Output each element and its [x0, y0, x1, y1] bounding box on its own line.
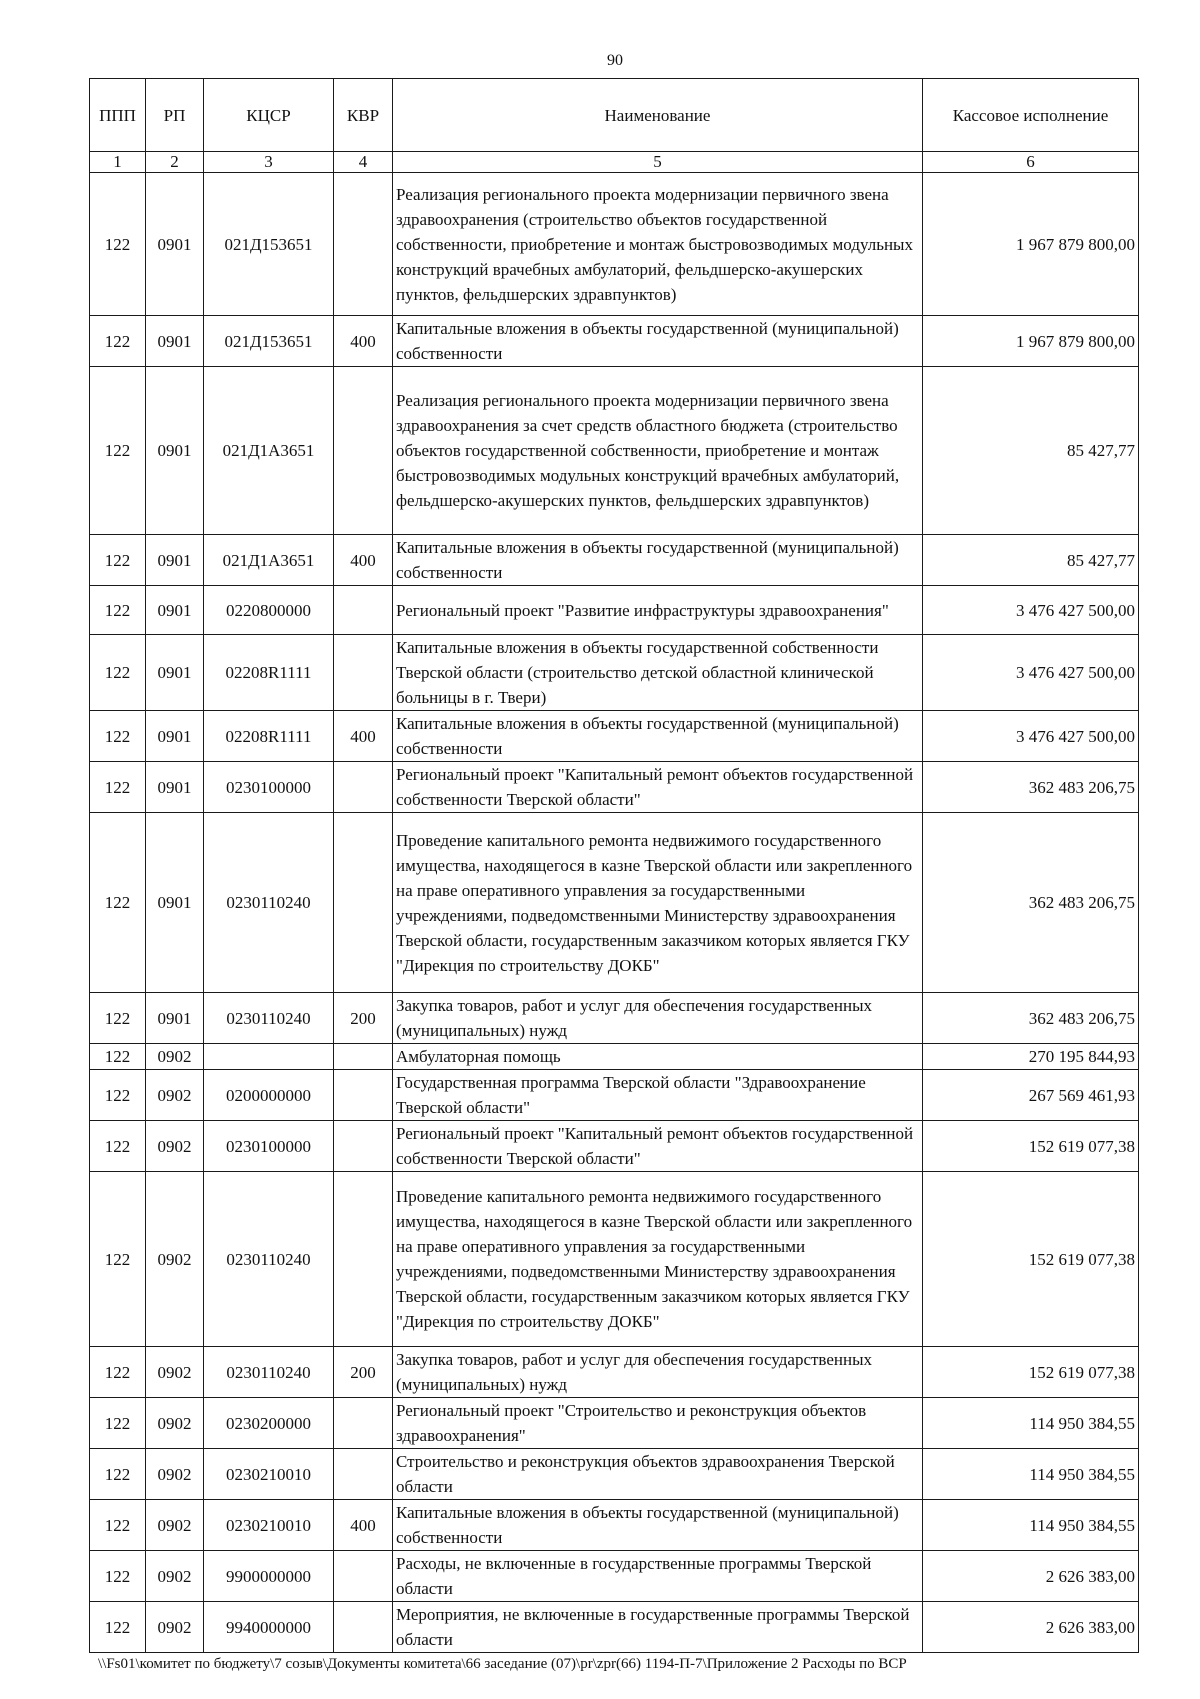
column-number: 6	[923, 152, 1139, 173]
cell-rp: 0901	[146, 173, 204, 316]
table-row	[90, 1044, 1139, 1070]
cell-ppp: 122	[90, 1070, 146, 1121]
cell-name: Амбулаторная помощь	[393, 1044, 923, 1070]
column-number: 5	[393, 152, 923, 173]
cell-kcsr: 0230110240	[204, 1347, 334, 1398]
table-row	[90, 1551, 1139, 1602]
cell-kvr	[334, 1172, 393, 1347]
table-row	[90, 762, 1139, 813]
cell-ppp: 122	[90, 586, 146, 635]
cell-kcsr: 02208R1111	[204, 635, 334, 711]
table-row	[90, 1500, 1139, 1551]
cell-name: Региональный проект "Капитальный ремонт объектов государственной собственности Тверской области"	[393, 762, 923, 813]
cell-amount: 1 967 879 800,00	[923, 316, 1139, 367]
table-row	[90, 993, 1139, 1044]
cell-rp: 0901	[146, 535, 204, 586]
cell-name: Государственная программа Тверской области "Здравоохранение Тверской области"	[393, 1070, 923, 1121]
cell-ppp: 122	[90, 1602, 146, 1653]
cell-kcsr: 0230110240	[204, 993, 334, 1044]
cell-ppp: 122	[90, 711, 146, 762]
cell-ppp: 122	[90, 1347, 146, 1398]
cell-kvr	[334, 1070, 393, 1121]
cell-amount: 270 195 844,93	[923, 1044, 1139, 1070]
column-number: 4	[334, 152, 393, 173]
cell-rp: 0901	[146, 762, 204, 813]
cell-kvr	[334, 367, 393, 535]
cell-kcsr: 0230210010	[204, 1500, 334, 1551]
cell-name: Региональный проект "Капитальный ремонт объектов государственной собственности Тверской области"	[393, 1121, 923, 1172]
cell-ppp: 122	[90, 173, 146, 316]
cell-kcsr: 0230100000	[204, 762, 334, 813]
cell-kvr	[334, 762, 393, 813]
cell-kvr	[334, 1551, 393, 1602]
cell-rp: 0902	[146, 1070, 204, 1121]
cell-name: Расходы, не включенные в государственные программы Тверской области	[393, 1551, 923, 1602]
cell-kcsr: 9900000000	[204, 1551, 334, 1602]
cell-kcsr: 021Д153651	[204, 173, 334, 316]
cell-amount: 152 619 077,38	[923, 1121, 1139, 1172]
cell-kcsr: 021Д1А3651	[204, 535, 334, 586]
table-row	[90, 711, 1139, 762]
table-row	[90, 1347, 1139, 1398]
cell-name: Капитальные вложения в объекты государственной собственности Тверской области (строительство детской областной клинической больницы в г. Твери)	[393, 635, 923, 711]
table-row	[90, 1449, 1139, 1500]
cell-rp: 0901	[146, 813, 204, 993]
page-number: 90	[607, 52, 623, 69]
cell-kcsr: 0230100000	[204, 1121, 334, 1172]
cell-ppp: 122	[90, 316, 146, 367]
table-row	[90, 1602, 1139, 1653]
cell-kcsr: 9940000000	[204, 1602, 334, 1653]
table-row	[90, 1121, 1139, 1172]
cell-rp: 0902	[146, 1347, 204, 1398]
table-row	[90, 586, 1139, 635]
cell-ppp: 122	[90, 1500, 146, 1551]
cell-name: Реализация регионального проекта модернизации первичного звена здравоохранения за счет средств областного бюджета (строительство объектов государственной собственности, приобретение и монтаж быстровозводимых модульных конструкций врачебных амбулаторий, фельдшерско-акушерских пунктов, фельдшерских здравпунктов)	[393, 367, 923, 535]
cell-kvr: 400	[334, 1500, 393, 1551]
cell-kcsr: 0230200000	[204, 1398, 334, 1449]
cell-kvr: 400	[334, 711, 393, 762]
cell-name: Региональный проект "Строительство и реконструкция объектов здравоохранения"	[393, 1398, 923, 1449]
cell-kvr	[334, 635, 393, 711]
cell-ppp: 122	[90, 535, 146, 586]
cell-rp: 0902	[146, 1044, 204, 1070]
cell-kvr	[334, 586, 393, 635]
expenditure-table	[89, 78, 1139, 1653]
cell-rp: 0902	[146, 1551, 204, 1602]
table-row	[90, 316, 1139, 367]
cell-name: Проведение капитального ремонта недвижимого государственного имущества, находящегося в казне Тверской области или закрепленного на праве оперативного управления за государственными учреждениями, подведомственными Министерству здравоохранения Тверской области, государственным заказчиком которых является ГКУ "Дирекция по строительству ДОКБ"	[393, 1172, 923, 1347]
table-row	[90, 367, 1139, 535]
cell-kvr: 400	[334, 535, 393, 586]
table-row	[90, 535, 1139, 586]
cell-ppp: 122	[90, 1551, 146, 1602]
cell-amount: 85 427,77	[923, 535, 1139, 586]
cell-amount: 2 626 383,00	[923, 1602, 1139, 1653]
cell-name: Мероприятия, не включенные в государственные программы Тверской области	[393, 1602, 923, 1653]
cell-rp: 0901	[146, 367, 204, 535]
cell-kcsr: 0230110240	[204, 813, 334, 993]
footer-file-path: \\Fs01\комитет по бюджету\7 созыв\Документы комитета\66 заседание (07)\pr\zpr(66) 1194-П-7\Приложение 2 Расходы по ВСР	[98, 1656, 907, 1672]
column-number: 1	[90, 152, 146, 173]
column-number: 2	[146, 152, 204, 173]
header-kcsr: КЦСР	[204, 79, 334, 152]
cell-amount: 152 619 077,38	[923, 1172, 1139, 1347]
cell-amount: 267 569 461,93	[923, 1070, 1139, 1121]
cell-name: Капитальные вложения в объекты государственной (муниципальной) собственности	[393, 1500, 923, 1551]
header-rp: РП	[146, 79, 204, 152]
cell-ppp: 122	[90, 367, 146, 535]
header-ppp: ППП	[90, 79, 146, 152]
cell-amount: 3 476 427 500,00	[923, 635, 1139, 711]
cell-kvr	[334, 1398, 393, 1449]
table-row	[90, 635, 1139, 711]
cell-amount: 114 950 384,55	[923, 1500, 1139, 1551]
cell-kvr	[334, 1121, 393, 1172]
cell-name: Закупка товаров, работ и услуг для обеспечения государственных (муниципальных) нужд	[393, 993, 923, 1044]
cell-rp: 0902	[146, 1500, 204, 1551]
cell-kvr	[334, 1602, 393, 1653]
cell-amount: 152 619 077,38	[923, 1347, 1139, 1398]
cell-amount: 362 483 206,75	[923, 993, 1139, 1044]
table-header-row	[90, 79, 1139, 152]
cell-kcsr: 0230110240	[204, 1172, 334, 1347]
cell-ppp: 122	[90, 1172, 146, 1347]
cell-name: Капитальные вложения в объекты государственной (муниципальной) собственности	[393, 711, 923, 762]
header-kvr: КВР	[334, 79, 393, 152]
cell-name: Проведение капитального ремонта недвижимого государственного имущества, находящегося в казне Тверской области или закрепленного на праве оперативного управления за государственными учреждениями, подведомственными Министерству здравоохранения Тверской области, государственным заказчиком которых является ГКУ "Дирекция по строительству ДОКБ"	[393, 813, 923, 993]
cell-kvr: 400	[334, 316, 393, 367]
cell-ppp: 122	[90, 1121, 146, 1172]
cell-ppp: 122	[90, 635, 146, 711]
cell-kcsr: 02208R1111	[204, 711, 334, 762]
cell-amount: 114 950 384,55	[923, 1398, 1139, 1449]
cell-kvr	[334, 173, 393, 316]
cell-amount: 1 967 879 800,00	[923, 173, 1139, 316]
cell-kvr	[334, 1449, 393, 1500]
column-number: 3	[204, 152, 334, 173]
cell-rp: 0901	[146, 993, 204, 1044]
cell-kvr: 200	[334, 993, 393, 1044]
cell-rp: 0901	[146, 635, 204, 711]
cell-kcsr: 0220800000	[204, 586, 334, 635]
cell-kcsr: 0200000000	[204, 1070, 334, 1121]
cell-ppp: 122	[90, 993, 146, 1044]
cell-kvr	[334, 813, 393, 993]
cell-rp: 0902	[146, 1449, 204, 1500]
cell-kvr: 200	[334, 1347, 393, 1398]
cell-name: Капитальные вложения в объекты государственной (муниципальной) собственности	[393, 316, 923, 367]
cell-name: Региональный проект "Развитие инфраструктуры здравоохранения"	[393, 586, 923, 635]
header-amount: Кассовое исполнение	[923, 79, 1139, 152]
cell-rp: 0901	[146, 586, 204, 635]
table-row	[90, 1398, 1139, 1449]
table-row	[90, 813, 1139, 993]
cell-ppp: 122	[90, 762, 146, 813]
cell-amount: 3 476 427 500,00	[923, 711, 1139, 762]
table-row	[90, 1172, 1139, 1347]
cell-kvr	[334, 1044, 393, 1070]
cell-amount: 2 626 383,00	[923, 1551, 1139, 1602]
cell-rp: 0902	[146, 1121, 204, 1172]
table-row	[90, 173, 1139, 316]
table-row	[90, 1070, 1139, 1121]
cell-amount: 114 950 384,55	[923, 1449, 1139, 1500]
cell-amount: 362 483 206,75	[923, 813, 1139, 993]
cell-name: Строительство и реконструкция объектов здравоохранения Тверской области	[393, 1449, 923, 1500]
cell-rp: 0901	[146, 711, 204, 762]
cell-kcsr: 0230210010	[204, 1449, 334, 1500]
cell-rp: 0902	[146, 1602, 204, 1653]
cell-name: Реализация регионального проекта модернизации первичного звена здравоохранения (строительство объектов государственной собственности, приобретение и монтаж быстровозводимых модульных конструкций врачебных амбулаторий, фельдшерско-акушерских пунктов, фельдшерских здравпунктов)	[393, 173, 923, 316]
cell-name: Закупка товаров, работ и услуг для обеспечения государственных (муниципальных) нужд	[393, 1347, 923, 1398]
cell-rp: 0901	[146, 316, 204, 367]
cell-kcsr	[204, 1044, 334, 1070]
table-body	[90, 173, 1139, 1653]
cell-ppp: 122	[90, 1398, 146, 1449]
cell-ppp: 122	[90, 813, 146, 993]
column-number-row	[90, 152, 1139, 173]
cell-kcsr: 021Д153651	[204, 316, 334, 367]
cell-rp: 0902	[146, 1172, 204, 1347]
cell-rp: 0902	[146, 1398, 204, 1449]
cell-ppp: 122	[90, 1044, 146, 1070]
header-name: Наименование	[393, 79, 923, 152]
cell-ppp: 122	[90, 1449, 146, 1500]
cell-amount: 85 427,77	[923, 367, 1139, 535]
cell-name: Капитальные вложения в объекты государственной (муниципальной) собственности	[393, 535, 923, 586]
cell-amount: 3 476 427 500,00	[923, 586, 1139, 635]
cell-amount: 362 483 206,75	[923, 762, 1139, 813]
cell-kcsr: 021Д1А3651	[204, 367, 334, 535]
